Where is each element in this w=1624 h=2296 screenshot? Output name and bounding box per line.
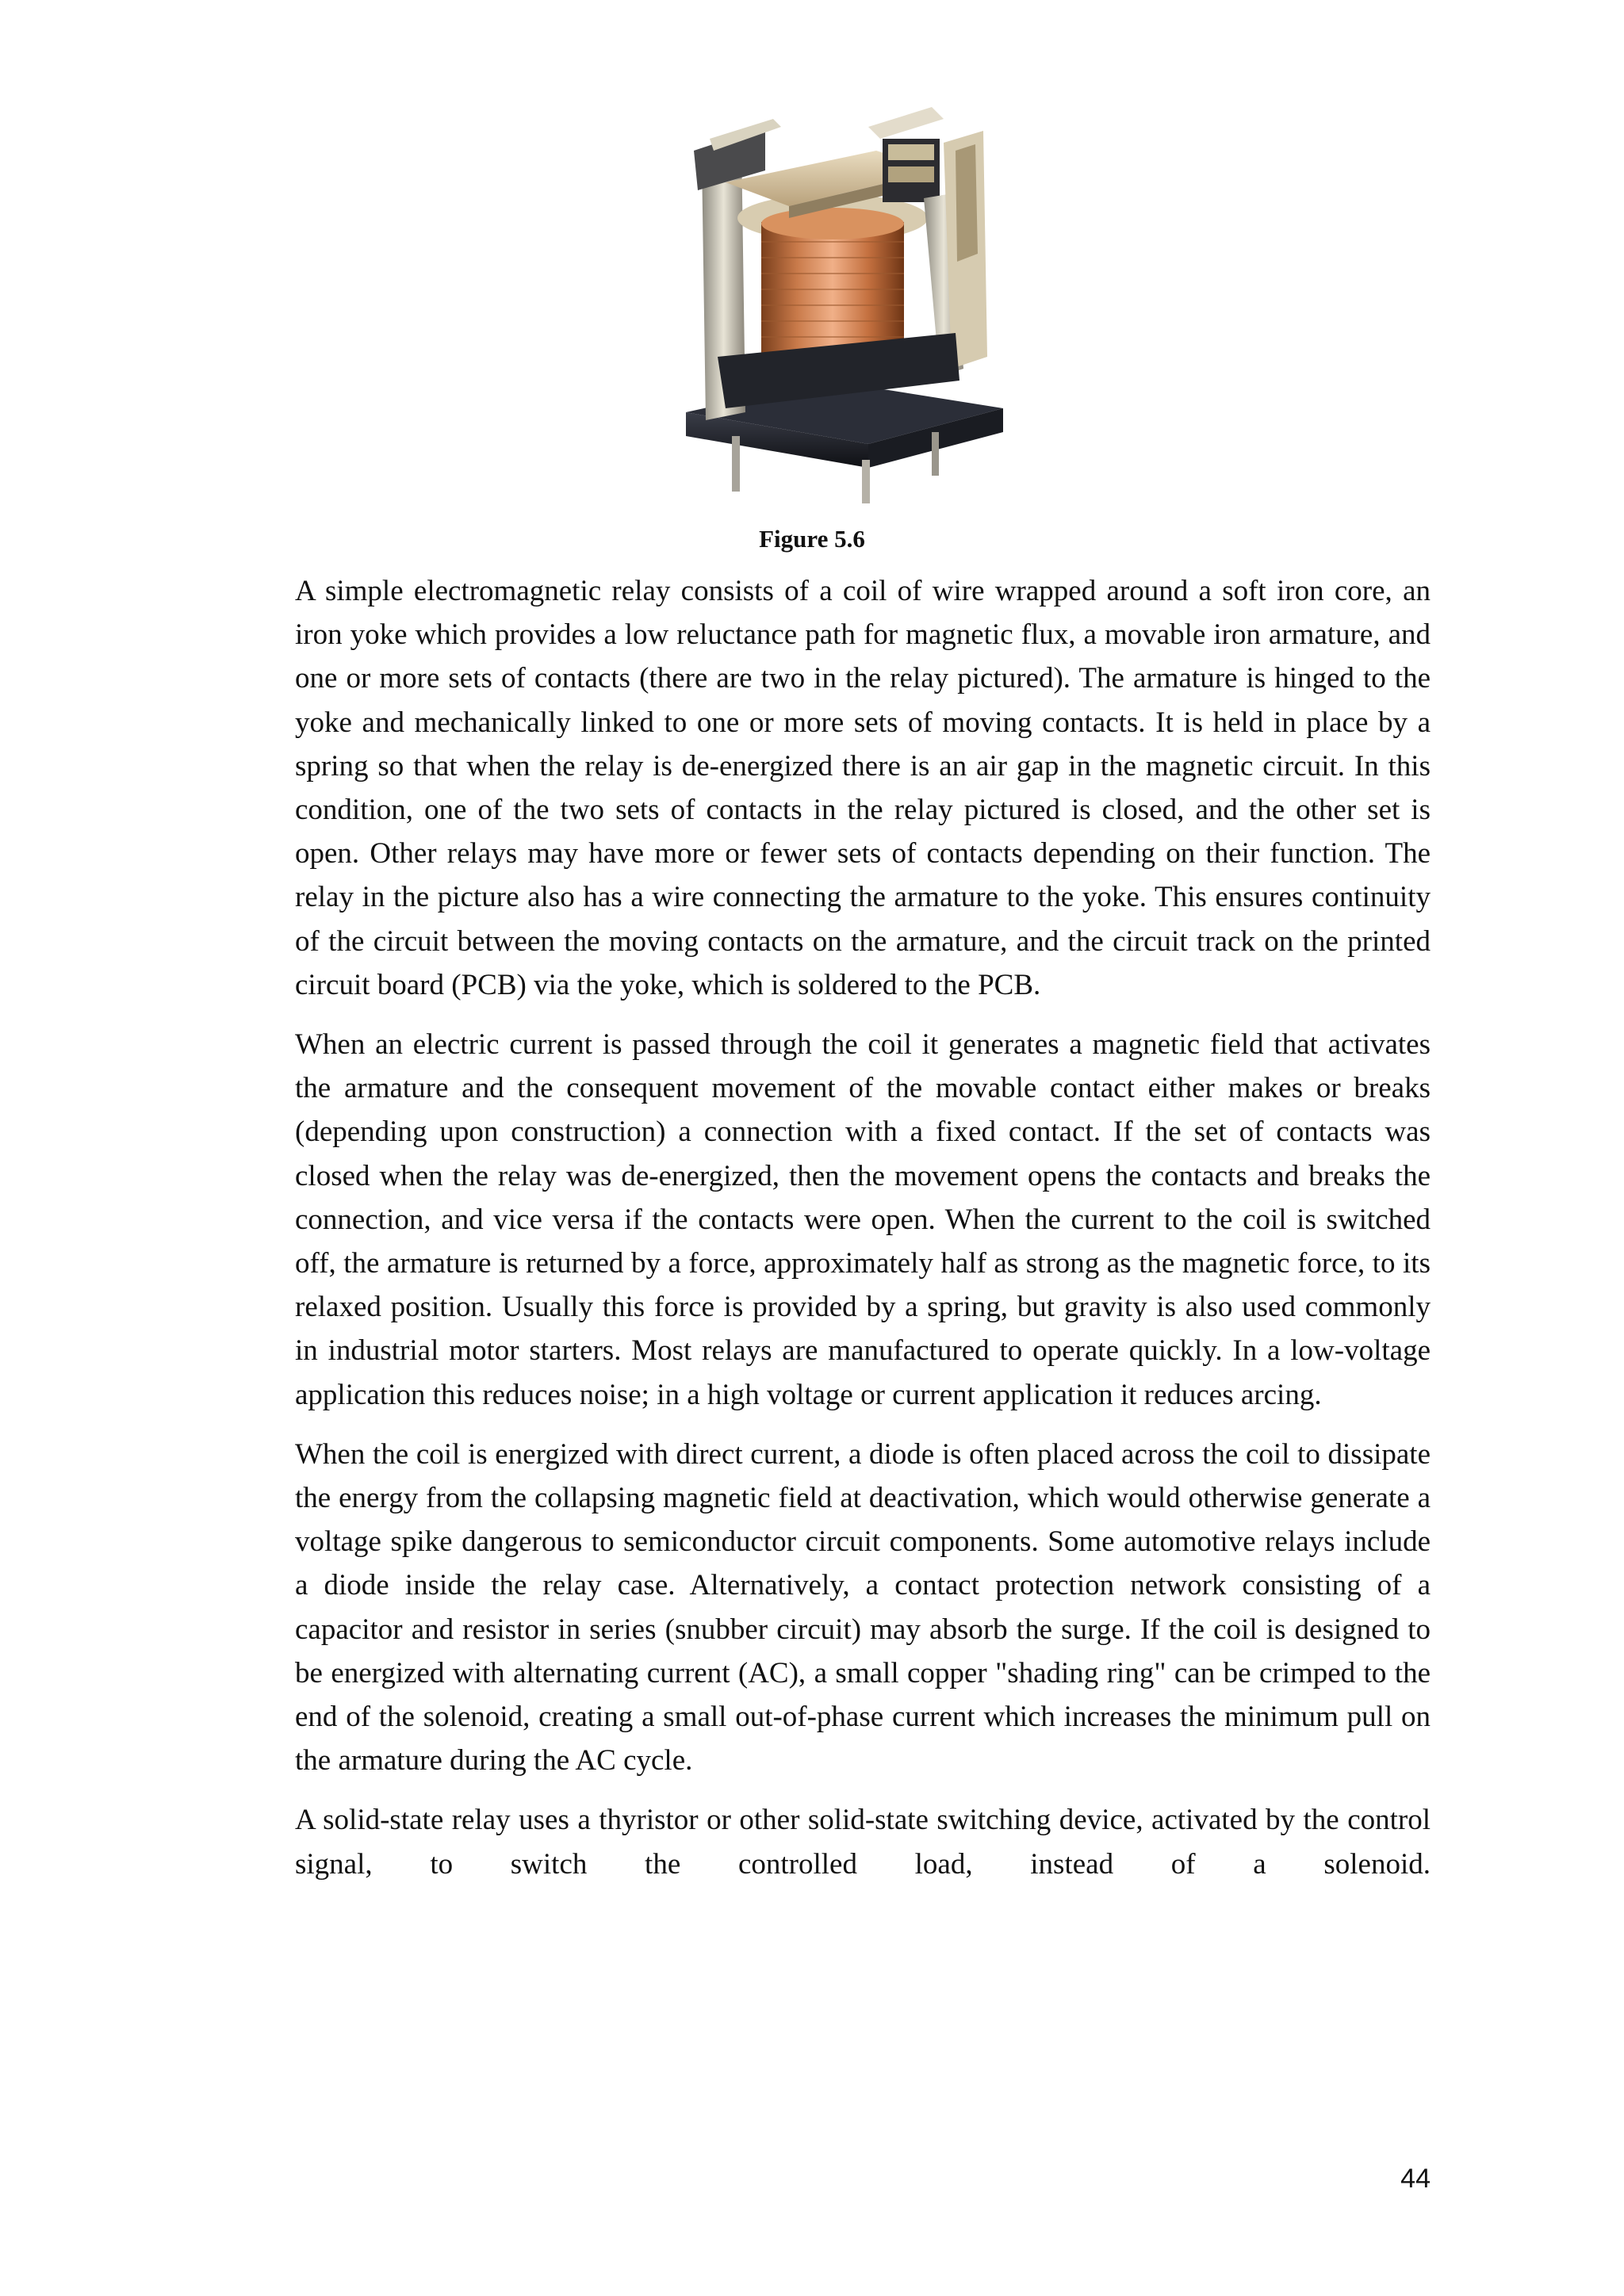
figure-caption: Figure 5.6 [759, 525, 865, 553]
relay-image [670, 95, 1019, 515]
relay-figure [670, 95, 1019, 515]
paragraph: When the coil is energized with direct current, a diode is often placed across the coil to dissipate the energy from the collapsing magnetic field at deactivation, which would otherwise generate a voltage spike dangerous to semiconductor circuit components. Some automotive relays include a diode inside the relay case. Alternatively, a contact protection network consisting of a capacitor and resistor in series (snubber circuit) may absorb the surge. If the coil is designed to be energized with alternating current (AC), a small copper "shading ring" can be crimped to the end of the solenoid, creating a small out-of-phase current which increases the minimum pull on the armature during the AC cycle. [295, 1437, 1431, 1777]
paragraph: A simple electromagnetic relay consists of a coil of wire wrapped around a soft iron core, an iron yoke which provides a low reluctance path for magnetic flux, a movable iron armature, and one or more sets of contacts (there are two in the relay pictured). The armature is hinged to the yoke and mechanically linked to one or more sets of moving contacts. It is held in place by a spring so that when the relay is de-energized there is an air gap in the magnetic circuit. In this condition, one of the two sets of contacts in the relay pictured is closed, and the other set is open. Other relays may have more or fewer sets of contacts depending on their function. The relay in the picture also has a wire connecting the armature to the yoke. This ensures continuity of the circuit between the moving contacts on the armature, and the circuit track on the printed circuit board (PCB) via the yoke, which is soldered to the PCB. [295, 575, 1431, 1001]
body-text [295, 569, 1431, 1902]
paragraph: When an electric current is passed through the coil it generates a magnetic field that activates the armature and the consequent movement of the movable contact either makes or breaks (depending upon construction) a connection with a fixed contact. If the set of contacts was closed when the relay was de-energized, then the movement opens the contacts and breaks the connection, and vice versa if the contacts were open. When the current to the coil is switched off, the armature is returned by a force, approximately half as strong as the magnetic force, to its relaxed position. Usually this force is provided by a spring, but gravity is also used commonly in industrial motor starters. Most relays are manufactured to operate quickly. In a low-voltage application this reduces noise; in a high voltage or current application it reduces arcing. [295, 1028, 1431, 1411]
paragraph: A solid-state relay uses a thyristor or other solid-state switching device, activated by the control signal, to switch the controlled load, instead of a solenoid. [295, 1804, 1431, 1881]
page-number: 44 [1400, 2164, 1431, 2194]
